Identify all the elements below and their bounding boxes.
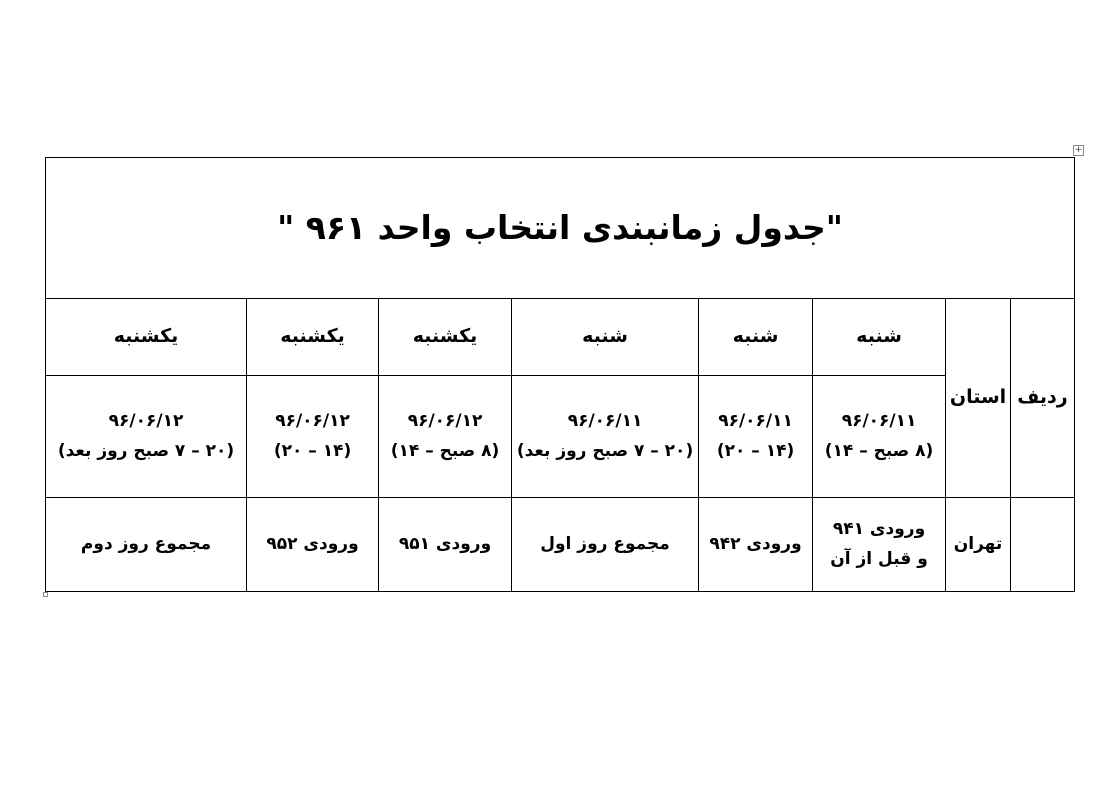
day-header: یکشنبه: [379, 299, 512, 376]
slot-time: (۱۴ – ۲۰): [273, 440, 352, 461]
entry-group-cell: مجموع روز دوم: [46, 498, 247, 592]
day-header: یکشنبه: [46, 299, 247, 376]
entry-group-line: ورودی ۹۴۱: [832, 518, 926, 539]
time-slot-cell: [247, 376, 379, 498]
day-row: [46, 299, 1075, 376]
entry-group-cell: مجموع روز اول: [512, 498, 699, 592]
slot-date: ۹۶/۰۶/۱۱: [567, 410, 643, 431]
entry-group-cell: ورودی ۹۵۲: [247, 498, 379, 592]
day-header: شنبه: [512, 299, 699, 376]
slot-date: ۹۶/۰۶/۱۲: [275, 410, 350, 431]
time-slot-cell: [699, 376, 813, 498]
slot-time: (۱۴ – ۲۰): [716, 440, 795, 461]
row-number-cell: [1011, 498, 1075, 592]
time-slot-cell: [46, 376, 247, 498]
province-cell: تهران: [946, 498, 1011, 592]
time-slot-cell: [379, 376, 512, 498]
entry-group-cell: ورودی ۹۴۲: [699, 498, 813, 592]
schedule-table: [45, 157, 1075, 592]
time-slot-cell: [813, 376, 946, 498]
slot-time: (۲۰ – ۷ صبح روز بعد): [57, 440, 235, 461]
province-header: استان: [946, 299, 1011, 498]
entry-group-cell: [813, 498, 946, 592]
entry-group-cell: ورودی ۹۵۱: [379, 498, 512, 592]
table-move-handle-icon[interactable]: +: [1074, 145, 1083, 155]
slot-time: (۸ صبح – ۱۴): [390, 440, 500, 461]
slot-date: ۹۶/۰۶/۱۲: [407, 410, 483, 431]
slot-time: (۲۰ – ۷ صبح روز بعد): [516, 440, 694, 461]
table-resize-handle[interactable]: [43, 592, 48, 597]
slot-date: ۹۶/۰۶/۱۱: [718, 410, 793, 431]
time-slot-cell: [512, 376, 699, 498]
slot-date: ۹۶/۰۶/۱۱: [841, 410, 917, 431]
day-header: شنبه: [699, 299, 813, 376]
title-row: [46, 158, 1075, 299]
table-title: "جدول زمانبندی انتخاب واحد ۹۶۱ ": [46, 158, 1075, 299]
row-number-header: ردیف: [1011, 299, 1075, 498]
slot-time: (۸ صبح – ۱۴): [824, 440, 934, 461]
slot-date: ۹۶/۰۶/۱۲: [108, 410, 184, 431]
time-slot-row: [46, 376, 1075, 498]
day-header: شنبه: [813, 299, 946, 376]
table-row: [46, 498, 1075, 592]
entry-group-line: و قبل از آن: [830, 548, 928, 569]
day-header: یکشنبه: [247, 299, 379, 376]
